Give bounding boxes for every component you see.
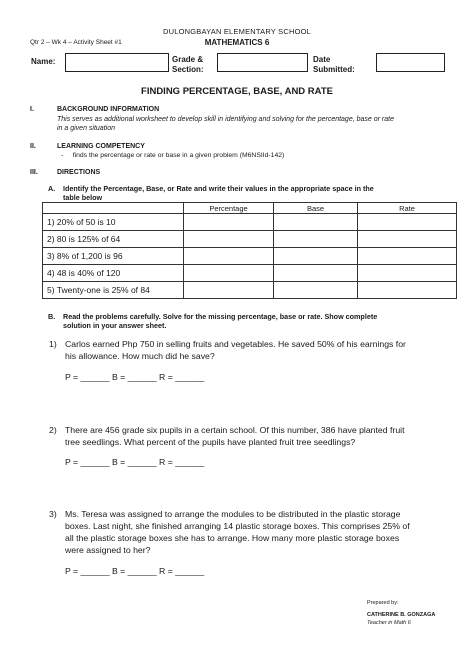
base-cell[interactable]: [274, 282, 358, 299]
section-i-number: I.: [30, 106, 34, 113]
rate-cell[interactable]: [358, 231, 457, 248]
rate-cell[interactable]: [358, 248, 457, 265]
rate-cell[interactable]: [358, 265, 457, 282]
problem-3-answer-blanks[interactable]: P = ______ B = ______ R = ______: [65, 566, 205, 576]
answer-table: [42, 202, 457, 299]
table-row: [43, 231, 457, 248]
date-field[interactable]: [376, 53, 445, 72]
row-item: 2) 80 is 125% of 64: [43, 231, 184, 248]
problem-3-text: Ms. Teresa was assigned to arrange the modules to be distributed in the plastic storage boxes. Last night, she finished arranging 14 plastic storage boxes. This comprises 25% of all the plastic storage boxes she has to arrange. How many more plastic storage boxes were assigned to her?: [65, 509, 410, 555]
part-a-instructions: Identify the Percentage, Base, or Rate and write their values in the appropriate space in the table below: [63, 184, 374, 202]
problem-3-number: 3): [49, 509, 57, 519]
table-row: [43, 248, 457, 265]
percentage-cell[interactable]: [184, 282, 274, 299]
section-ii-number: II.: [30, 143, 36, 150]
rate-cell[interactable]: [358, 214, 457, 231]
grade-section-field[interactable]: [217, 53, 308, 72]
problem-2-answer-blanks[interactable]: P = ______ B = ______ R = ______: [65, 457, 205, 467]
table-row: [43, 265, 457, 282]
base-cell[interactable]: [274, 248, 358, 265]
base-cell[interactable]: [274, 231, 358, 248]
table-header-percentage: Percentage: [184, 203, 274, 214]
worksheet-title: FINDING PERCENTAGE, BASE, AND RATE: [141, 86, 333, 97]
base-cell[interactable]: [274, 265, 358, 282]
school-name: DULONGBAYAN ELEMENTARY SCHOOL: [162, 27, 312, 36]
teacher-role: Teacher in Math 6: [367, 620, 411, 626]
row-item: 4) 48 is 40% of 120: [43, 265, 184, 282]
section-iii-heading: DIRECTIONS: [57, 169, 101, 176]
prepared-by-label: Prepared by:: [367, 600, 399, 606]
name-label: Name:: [31, 57, 56, 66]
problem-2-number: 2): [49, 425, 57, 435]
part-a-letter: A.: [48, 184, 56, 193]
date-label: Date Submitted:: [313, 55, 355, 74]
table-header-row: [43, 203, 457, 214]
section-ii-heading: LEARNING COMPETENCY: [57, 143, 145, 150]
percentage-cell[interactable]: [184, 231, 274, 248]
problem-1-answer-blanks[interactable]: P = ______ B = ______ R = ______: [65, 372, 205, 382]
row-item: 1) 20% of 50 is 10: [43, 214, 184, 231]
table-header-rate: Rate: [358, 203, 457, 214]
problem-1-text: Carlos earned Php 750 in selling fruits and vegetables. He saved 50% of his earnings for his allowance. How much did he save?: [65, 339, 406, 361]
row-item: 3) 8% of 1,200 is 96: [43, 248, 184, 265]
subject-title: MATHEMATICS 6: [204, 38, 270, 47]
name-field[interactable]: [65, 53, 169, 72]
percentage-cell[interactable]: [184, 214, 274, 231]
base-cell[interactable]: [274, 214, 358, 231]
section-ii-text: - finds the percentage or rate or base in a given problem (M6NSIId-142): [61, 152, 285, 159]
section-i-text: This serves as additional worksheet to develop skill in identifying and solving for the percentage, base or rate in a given situation: [57, 116, 394, 132]
grade-label: Grade & Section:: [172, 55, 204, 74]
section-i-heading: BACKGROUND INFORMATION: [57, 106, 160, 113]
percentage-cell[interactable]: [184, 248, 274, 265]
section-iii-number: III.: [30, 169, 38, 176]
percentage-cell[interactable]: [184, 265, 274, 282]
problem-1-number: 1): [49, 339, 57, 349]
table-header-base: Base: [274, 203, 358, 214]
table-row: [43, 214, 457, 231]
quarter-label: Qtr 2 – Wk 4 – Activity Sheet #1: [30, 39, 122, 46]
table-row: [43, 282, 457, 299]
rate-cell[interactable]: [358, 282, 457, 299]
problem-2-text: There are 456 grade six pupils in a certain school. Of this number, 386 have planted fruit tree seedlings. What percent of the pupils have planted fruit tree seedlings?: [65, 425, 405, 447]
part-b-letter: B.: [48, 312, 56, 321]
part-b-instructions: Read the problems carefully. Solve for the missing percentage, base or rate. Show complete solution in your answer sheet.: [63, 312, 378, 330]
teacher-name: CATHERINE B. GONZAGA: [367, 612, 436, 618]
row-item: 5) Twenty-one is 25% of 84: [43, 282, 184, 299]
table-header-blank: [43, 203, 184, 214]
